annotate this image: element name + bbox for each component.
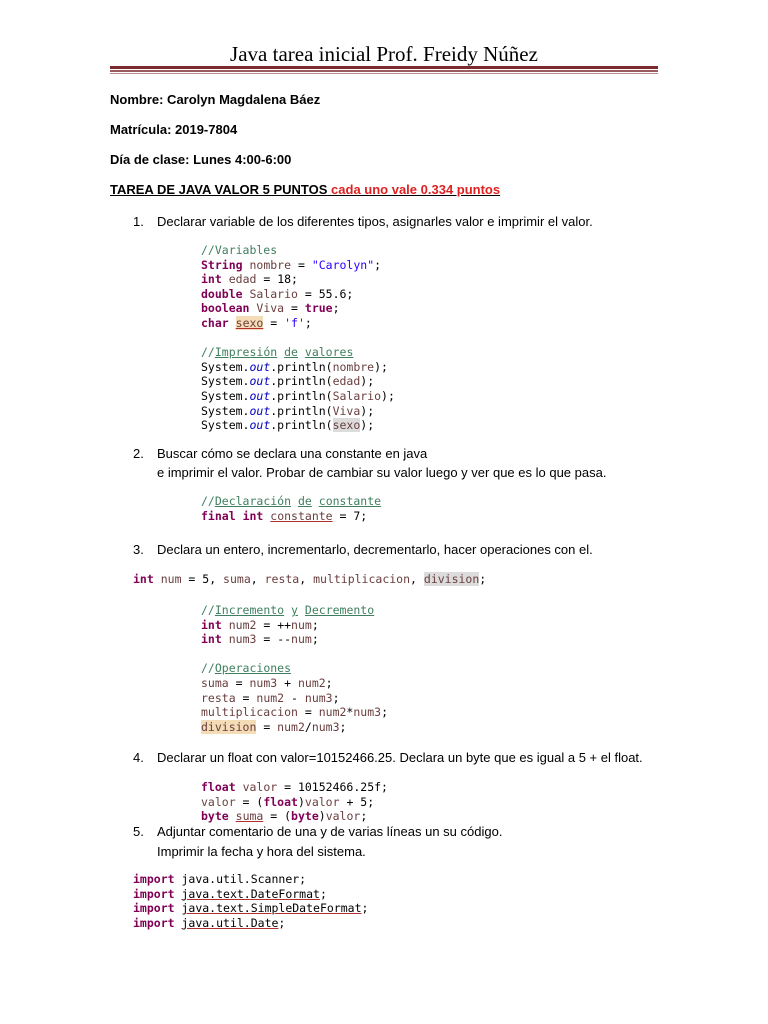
task-heading (110, 182, 500, 197)
page-title: Java tarea inicial Prof. Freidy Núñez (230, 42, 538, 66)
question-number: 2. (133, 446, 144, 461)
question-number: 5. (133, 824, 144, 839)
code-line: division = num2/num3; (201, 719, 347, 734)
code-line: int num3 = --num; (201, 632, 319, 647)
code-line: suma = num3 + num2; (201, 675, 333, 690)
code-line: multiplicacion = num2*num3; (201, 705, 388, 720)
code-line: System.out.println(Viva); (201, 403, 375, 418)
code-line: //Operaciones (201, 661, 292, 676)
code-line: final int constante = 7; (201, 508, 368, 523)
code-line: byte suma = (byte)valor; (201, 809, 368, 824)
title-rule-middle (110, 70, 658, 72)
code-block-variables (201, 243, 395, 433)
code-line: //Declaración de constante (201, 494, 382, 508)
task-points: cada uno vale 0.334 puntos (331, 182, 501, 197)
question-text: Declara un entero, incrementarlo, decrementarlo, hacer operaciones con el. (157, 542, 593, 557)
code-block-declarations (133, 572, 486, 587)
code-line: //Incremento y Decremento (201, 603, 375, 617)
code-block-float (201, 780, 388, 824)
question-text: Declarar variable de los diferentes tipos, asignarles valor e imprimir el valor. (157, 214, 593, 229)
question-text: Adjuntar comentario de una y de varias líneas un su código. (157, 824, 503, 839)
question-text: e imprimir el valor. Probar de cambiar su valor luego y ver que es lo que pasa. (157, 465, 607, 480)
question-number: 4. (133, 750, 144, 765)
class-schedule: Día de clase: Lunes 4:00-6:00 (110, 152, 292, 167)
code-line: import java.text.SimpleDateFormat; (133, 901, 369, 916)
code-line: int num = 5, suma, resta, multiplicacion, division; (133, 572, 487, 586)
code-line: String nombre = "Carolyn"; (201, 257, 382, 272)
student-name: Nombre: Carolyn Magdalena Báez (110, 92, 321, 107)
code-line: int edad = 18; (201, 272, 298, 287)
code-block-increment (201, 603, 388, 734)
title-rule-top (110, 66, 658, 69)
question-text: Imprimir la fecha y hora del sistema. (157, 844, 366, 859)
question-number: 1. (133, 214, 144, 229)
code-line: boolean Viva = true; (201, 301, 340, 316)
code-line: float valor = 10152466.25f; (201, 780, 388, 794)
code-line: resta = num2 - num3; (201, 690, 340, 705)
code-line: System.out.println(Salario); (201, 388, 395, 403)
code-line: //Variables (201, 243, 278, 257)
code-block-imports (133, 872, 368, 930)
task-title: TAREA DE JAVA VALOR 5 PUNTOS (110, 182, 328, 197)
question-number: 3. (133, 542, 144, 557)
code-line: import java.text.DateFormat; (133, 886, 327, 901)
code-line: double Salario = 55.6; (201, 286, 354, 301)
code-block-constant (201, 494, 381, 523)
code-line: System.out.println(edad); (201, 374, 375, 389)
code-line: import java.util.Date; (133, 915, 286, 930)
code-line: //Impresión de valores (201, 345, 354, 360)
title-rule-bottom (110, 73, 658, 74)
code-line: import java.util.Scanner; (133, 872, 307, 886)
code-line: char sexo = 'f'; (201, 315, 312, 330)
question-text: Declarar un float con valor=10152466.25. Declara un byte que es igual a 5 + el float. (157, 750, 643, 765)
code-line: System.out.println(sexo); (201, 418, 375, 433)
code-line: int num2 = ++num; (201, 617, 319, 632)
question-text: Buscar cómo se declara una constante en java (157, 446, 428, 461)
code-line: valor = (float)valor + 5; (201, 794, 375, 809)
student-id: Matrícula: 2019-7804 (110, 122, 238, 137)
code-line: System.out.println(nombre); (201, 359, 388, 374)
